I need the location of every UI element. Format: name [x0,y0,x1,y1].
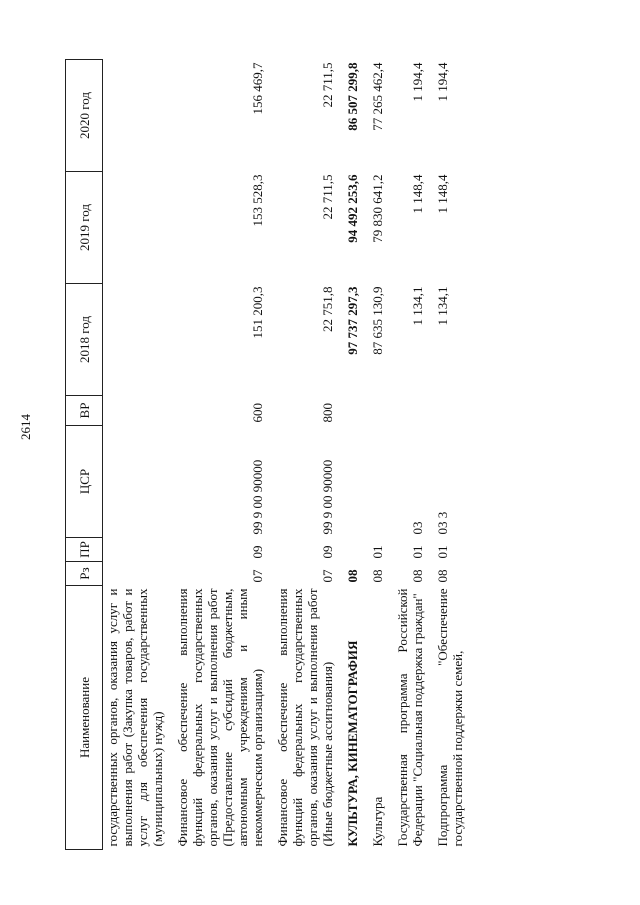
row-name: Финансовое обеспечение выполнения функций федеральных государственных органов, оказания услуг и выполнения работ (Иные бюджетные ассигнования) [275,588,335,847]
header-vr: ВР [66,396,103,426]
row-name: Государственная программа Российской Федерации "Социальная поддержка граждан" [395,588,425,847]
header-rz: Рз [66,562,103,586]
table-row [267,60,337,850]
budget-table-sheet [65,60,585,850]
header-2020: 2020 год [66,60,103,172]
row-2020: 22 711,5 [320,62,335,108]
row-vr [103,396,168,426]
row-rz: 08 [345,569,360,583]
table-row [387,60,427,850]
row-2018: 22 751,8 [320,286,335,332]
row-rz: 08 [370,569,385,583]
row-2018: 97 737 297,3 [345,286,360,355]
row-2019: 22 711,5 [320,174,335,220]
row-name: государственных органов, оказания услуг и выполнения работ (Закупка товаров, работ и услуг для обеспечения государственных (муниципальных) нужд) [105,588,165,847]
row-csr [337,426,362,538]
row-pr: 09 [250,545,265,559]
row-2019 [103,172,168,284]
row-pr: 01 [435,545,450,559]
row-2018: 151 200,3 [250,286,265,339]
row-2020: 1 194,4 [410,62,425,102]
row-name: КУЛЬТУРА, КИНЕМАТОГРАФИЯ [345,640,360,847]
row-vr [427,396,467,426]
table-row [167,60,267,850]
row-name: Культура [370,796,385,847]
row-vr [387,396,427,426]
row-rz [103,562,168,586]
row-pr: 01 [370,545,385,559]
row-csr: 99 9 00 90000 [250,459,265,535]
row-vr [362,396,387,426]
row-pr [337,538,362,562]
row-pr: 01 [410,545,425,559]
row-2019: 153 528,3 [250,174,265,227]
row-2020 [103,60,168,172]
row-2019: 94 492 253,6 [345,174,360,243]
table-header-row [66,60,103,850]
row-pr: 09 [320,545,335,559]
row-rz: 08 [435,569,450,583]
row-2019: 1 148,4 [410,174,425,214]
header-pr: ПР [66,538,103,562]
row-2020: 86 507 299,8 [345,62,360,131]
table-row [362,60,387,850]
row-csr [103,426,168,538]
row-csr [362,426,387,538]
row-2018: 87 635 130,9 [370,286,385,355]
row-2018: 1 134,1 [410,286,425,326]
row-vr: 800 [320,403,335,423]
row-vr: 600 [250,403,265,423]
row-2020: 77 265 462,4 [370,62,385,131]
row-csr: 03 [410,521,425,535]
budget-table [65,59,467,850]
row-2019: 1 148,4 [435,174,450,214]
row-name: Подпрограмма "Обеспечение государственной поддержки семей, [435,588,465,847]
row-csr: 99 9 00 90000 [320,459,335,535]
row-2018 [103,284,168,396]
row-2020: 1 194,4 [435,62,450,102]
row-2018: 1 134,1 [435,286,450,326]
table-row [103,60,168,850]
row-rz: 07 [320,569,335,583]
row-rz: 07 [250,569,265,583]
table-row [337,60,362,850]
row-2019: 79 830 641,2 [370,174,385,243]
row-name: Финансовое обеспечение выполнения функций федеральных государственных органов, оказания услуг и выполнения работ (Предоставление субсидий бюджетным, автономным учреждениям и иным некоммерческим организациям) [175,588,265,847]
row-csr: 03 3 [435,511,450,535]
row-rz: 08 [410,569,425,583]
header-name: Наименование [66,586,103,850]
header-2019: 2019 год [66,172,103,284]
row-vr [337,396,362,426]
header-csr: ЦСР [66,426,103,538]
row-2020: 156 469,7 [250,62,265,115]
row-pr [103,538,168,562]
header-2018: 2018 год [66,284,103,396]
table-row [427,60,467,850]
page-number: 2614 [18,414,33,440]
